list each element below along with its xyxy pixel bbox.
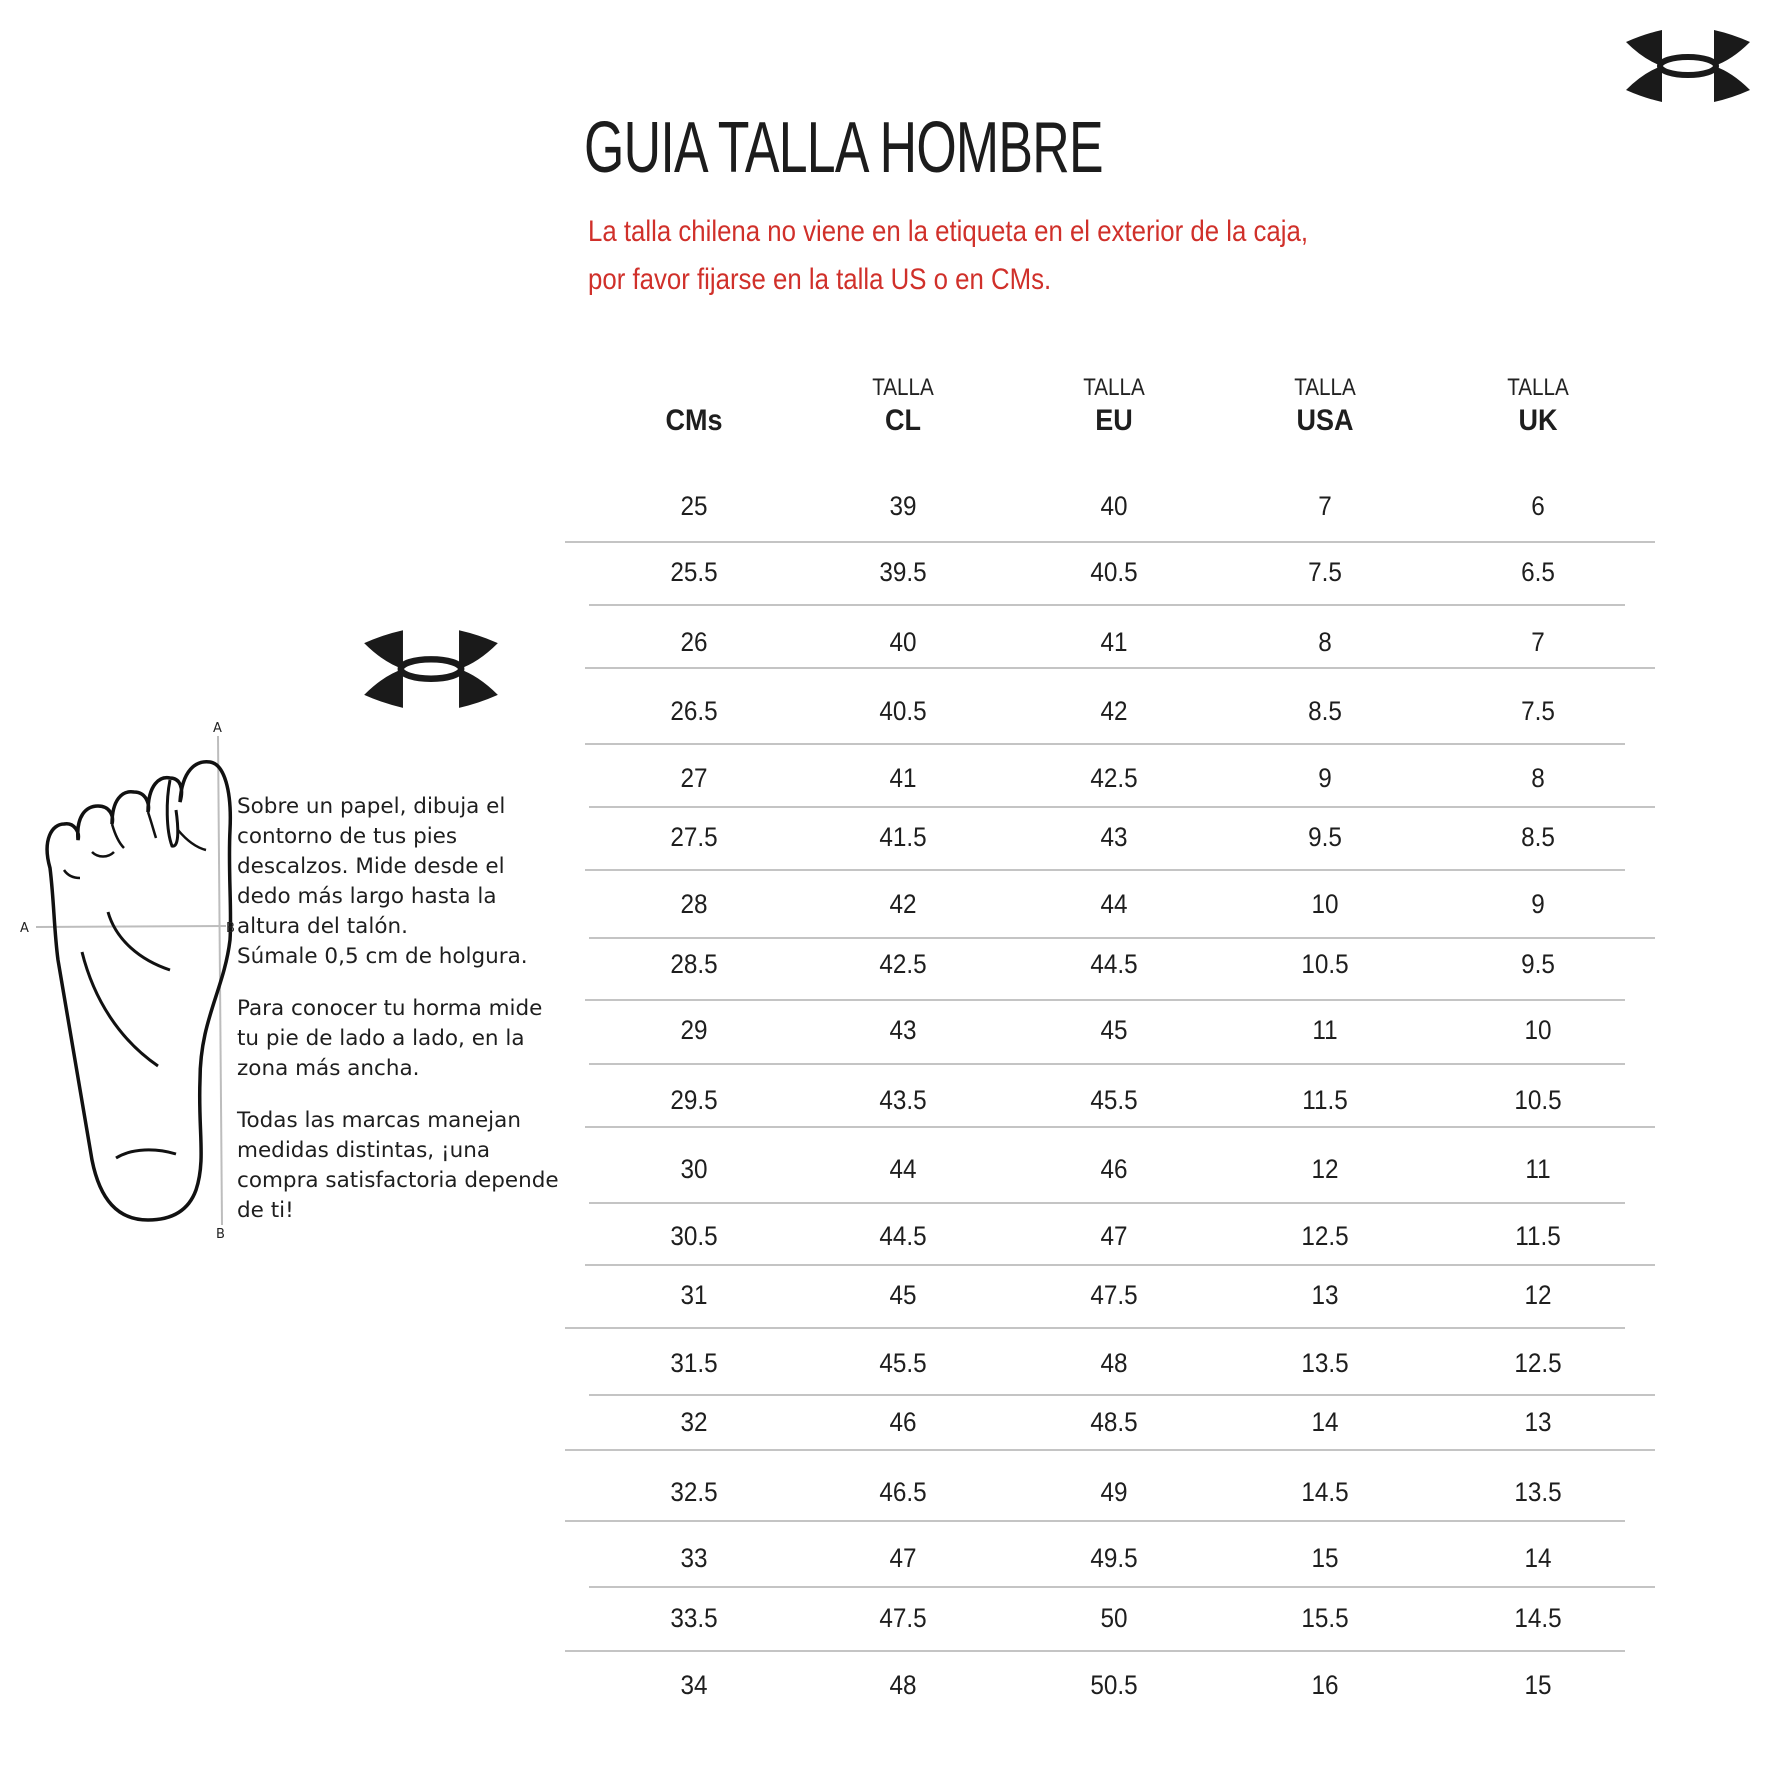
row-divider [589,806,1655,808]
cell-cl: 40 [889,627,917,657]
cell-uk: 15 [1524,1670,1552,1700]
instruction-line: descalzos. Mide desde el [237,854,505,879]
cell-cl: 43 [889,1015,917,1045]
cell-usa: 10 [1311,889,1339,919]
cell-cms: 31.5 [670,1348,718,1378]
row-divider [565,541,1655,543]
table-row [0,627,1769,667]
cell-cl: 44.5 [879,1221,927,1251]
cell-eu: 49.5 [1090,1543,1138,1573]
row-divider [585,1264,1655,1266]
cell-cl: 42 [889,889,917,919]
column-header-cms [604,374,784,438]
column-header-label: EU [1095,404,1133,437]
cell-cms: 29.5 [670,1085,718,1115]
cell-uk: 12.5 [1514,1348,1562,1378]
row-divider [565,1449,1655,1451]
cell-eu: 42.5 [1090,763,1138,793]
cell-uk: 9 [1531,889,1545,919]
column-header-uk [1448,374,1628,438]
cell-usa: 7 [1318,491,1332,521]
table-row [0,1670,1769,1710]
cell-usa: 8 [1318,627,1332,657]
column-header-prefix: TALLA [1294,374,1356,401]
cell-cl: 39.5 [879,557,927,587]
column-header-label: CL [885,404,921,437]
row-divider [585,869,1625,871]
cell-cms: 32.5 [670,1477,718,1507]
cell-uk: 10 [1524,1015,1552,1045]
row-divider [589,1394,1655,1396]
cell-eu: 41 [1100,627,1128,657]
cell-cms: 27 [680,763,708,793]
cell-cms: 30.5 [670,1221,718,1251]
row-divider [589,937,1655,939]
instruction-line: Sobre un papel, dibuja el [237,794,506,819]
cell-usa: 8.5 [1308,696,1342,726]
cell-cms: 33 [680,1543,708,1573]
table-row [0,1407,1769,1447]
cell-eu: 47.5 [1090,1280,1138,1310]
instruction-line: medidas distintas, ¡una [237,1138,491,1163]
column-header-prefix: TALLA [872,374,934,401]
row-divider [585,667,1655,669]
cell-cms: 32 [680,1407,708,1437]
instruction-paragraph-1 [237,792,577,972]
column-header-prefix: TALLA [1507,374,1569,401]
cell-usa: 12.5 [1301,1221,1349,1251]
row-divider [589,1202,1625,1204]
table-row [0,1477,1769,1517]
column-header-label: USA [1296,404,1354,437]
instruction-line: de ti! [237,1198,294,1223]
cell-eu: 50 [1100,1603,1128,1633]
cell-uk: 9.5 [1521,949,1555,979]
row-divider [585,743,1625,745]
table-row [0,1280,1769,1320]
under-armour-logo-icon [1624,28,1752,104]
cell-cms: 31 [680,1280,708,1310]
column-header-usa [1235,374,1415,438]
cell-uk: 11.5 [1515,1221,1561,1251]
cell-uk: 8 [1531,763,1545,793]
cell-usa: 9.5 [1308,822,1342,852]
cell-uk: 14 [1524,1543,1552,1573]
cell-usa: 14 [1311,1407,1339,1437]
cell-eu: 40.5 [1090,557,1138,587]
cell-eu: 48 [1100,1348,1128,1378]
table-row [0,1348,1769,1388]
cell-eu: 46 [1100,1154,1128,1184]
instruction-line: dedo más largo hasta la [237,884,497,909]
cell-cl: 39 [889,491,917,521]
cell-cl: 45.5 [879,1348,927,1378]
cell-uk: 6.5 [1521,557,1555,587]
row-divider [585,999,1625,1001]
instruction-paragraph-3 [237,1106,577,1226]
cell-uk: 14.5 [1514,1603,1562,1633]
table-row [0,557,1769,597]
cell-cl: 41.5 [879,822,927,852]
instruction-line: Súmale 0,5 cm de holgura. [237,944,528,969]
cell-usa: 15 [1311,1543,1339,1573]
row-divider [565,1650,1625,1652]
cell-uk: 11 [1525,1154,1551,1184]
cell-uk: 13.5 [1514,1477,1562,1507]
page-title: GUIA TALLA HOMBRE [584,108,1103,188]
cell-cl: 45 [889,1280,917,1310]
cell-eu: 50.5 [1090,1670,1138,1700]
cell-cl: 48 [889,1670,917,1700]
cell-cms: 28 [680,889,708,919]
cell-eu: 47 [1100,1221,1128,1251]
cell-eu: 48.5 [1090,1407,1138,1437]
cell-eu: 45.5 [1090,1085,1138,1115]
cell-eu: 40 [1100,491,1128,521]
cell-cms: 25.5 [670,557,718,587]
table-row [0,491,1769,531]
cell-usa: 15.5 [1301,1603,1349,1633]
column-header-prefix [617,374,772,404]
notice-text [588,208,1308,304]
cell-usa: 11 [1312,1015,1338,1045]
diagram-label-b-right: B [226,921,235,936]
cell-usa: 10.5 [1301,949,1349,979]
notice-line-1: La talla chilena no viene en la etiqueta en el exterior de la caja, [588,215,1309,248]
cell-uk: 12 [1524,1280,1552,1310]
row-divider [565,1327,1625,1329]
cell-usa: 13.5 [1301,1348,1349,1378]
cell-cl: 46.5 [879,1477,927,1507]
cell-cl: 43.5 [879,1085,927,1115]
cell-cms: 33.5 [670,1603,718,1633]
cell-eu: 45 [1100,1015,1128,1045]
cell-cms: 30 [680,1154,708,1184]
foot-measurement-diagram [20,720,240,1240]
cell-usa: 13 [1311,1280,1339,1310]
column-header-prefix: TALLA [1083,374,1145,401]
cell-eu: 44.5 [1090,949,1138,979]
cell-cl: 46 [889,1407,917,1437]
cell-uk: 7.5 [1521,696,1555,726]
column-header-label: UK [1518,404,1558,437]
row-divider [589,1586,1655,1588]
cell-cms: 27.5 [670,822,718,852]
instruction-line: Para conocer tu horma mide [237,996,543,1021]
cell-cl: 47.5 [879,1603,927,1633]
instruction-line: altura del talón. [237,914,408,939]
cell-cms: 29 [680,1015,708,1045]
cell-eu: 43 [1100,822,1128,852]
cell-usa: 12 [1311,1154,1339,1184]
diagram-label-a-top: A [213,721,222,736]
table-row [0,696,1769,736]
column-header-eu [1024,374,1204,438]
cell-usa: 9 [1318,763,1332,793]
cell-eu: 44 [1100,889,1128,919]
row-divider [585,1126,1655,1128]
cell-usa: 16 [1311,1670,1339,1700]
cell-cms: 34 [680,1670,708,1700]
cell-uk: 8.5 [1521,822,1555,852]
cell-cl: 42.5 [879,949,927,979]
row-divider [589,1063,1625,1065]
instruction-line: tu pie de lado a lado, en la [237,1026,525,1051]
table-row [0,1543,1769,1583]
cell-cms: 26 [680,627,708,657]
column-header-label: CMs [665,404,723,437]
instruction-paragraph-2 [237,994,577,1084]
cell-cl: 41 [889,763,917,793]
column-header-cl [813,374,993,438]
cell-cl: 47 [889,1543,917,1573]
cell-usa: 7.5 [1308,557,1342,587]
instruction-line: Todas las marcas manejan [237,1108,521,1133]
table-row [0,1603,1769,1643]
instruction-line: contorno de tus pies [237,824,458,849]
cell-usa: 14.5 [1301,1477,1349,1507]
under-armour-logo-small-icon [362,628,500,710]
cell-cms: 28.5 [670,949,718,979]
cell-eu: 49 [1100,1477,1128,1507]
cell-uk: 6 [1531,491,1545,521]
cell-cl: 40.5 [879,696,927,726]
row-divider [589,604,1625,606]
notice-line-2: por favor fijarse en la talla US o en CMs. [588,263,1052,296]
diagram-label-b-bottom: B [216,1227,225,1240]
cell-uk: 7 [1531,627,1545,657]
cell-uk: 13 [1524,1407,1552,1437]
cell-uk: 10.5 [1514,1085,1562,1115]
cell-cms: 26.5 [670,696,718,726]
cell-eu: 42 [1100,696,1128,726]
row-divider [565,1520,1625,1522]
cell-usa: 11.5 [1302,1085,1348,1115]
instruction-line: compra satisfactoria depende [237,1168,559,1193]
instruction-line: zona más ancha. [237,1056,420,1081]
cell-cl: 44 [889,1154,917,1184]
diagram-label-a-left: A [20,921,29,936]
measuring-instructions [237,792,577,1248]
cell-cms: 25 [680,491,708,521]
